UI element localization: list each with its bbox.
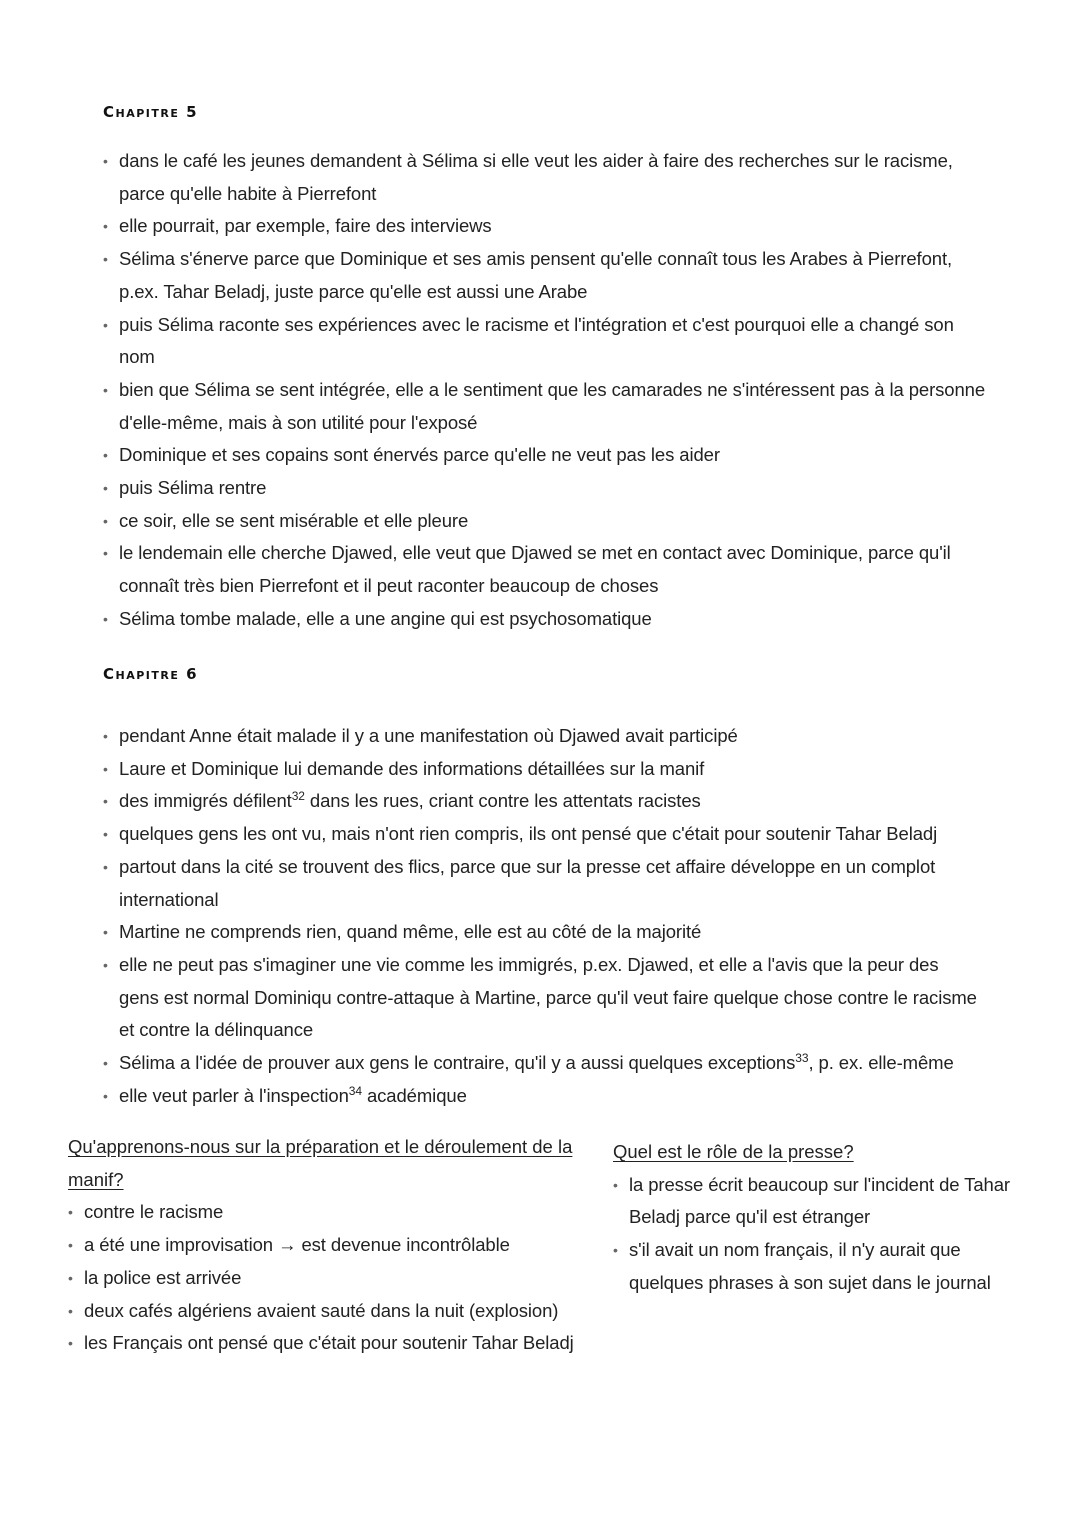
list-item: • la presse écrit beaucoup sur l'incident de Tahar Beladj parce qu'il est étranger [613, 1169, 1038, 1234]
list-item: • dans le café les jeunes demandent à Sélima si elle veut les aider à faire des recherches sur le racisme, parce qu'elle habite à Pierrefont [103, 145, 993, 210]
list-item: • puis Sélima raconte ses expériences avec le racisme et l'intégration et c'est pourquoi elle a changé son nom [103, 309, 993, 374]
question-2-list [613, 1169, 1038, 1300]
list-item: • elle ne peut pas s'imaginer une vie comme les immigrés, p.ex. Djawed, et elle a l'avis que la peur des gens est normal Dominiqu contre-attaque à Martine, parce qu'il veut faire quelque chose contre le racisme et contre la délinquance [103, 949, 983, 1047]
list-item-text: des immigrés défilent [119, 790, 292, 812]
list-item: • le lendemain elle cherche Djawed, elle veut que Djawed se met en contact avec Dominique, parce qu'il connaît très bien Pierrefont et il peut raconter beaucoup de choses [103, 537, 993, 602]
chapter-5-list [103, 145, 993, 636]
list-item: • deux cafés algériens avaient sauté dans la nuit (explosion) [68, 1295, 603, 1328]
list-item: • puis Sélima rentre [103, 472, 993, 505]
list-item: • elle pourrait, par exemple, faire des interviews [103, 210, 993, 243]
list-item-text: , p. ex. elle-même [808, 1052, 954, 1074]
list-item-text: dans les rues, criant contre les attentats racistes [304, 790, 701, 812]
list-item [103, 1047, 983, 1080]
list-item: • Martine ne comprends rien, quand même, elle est au côté de la majorité [103, 916, 983, 949]
question-1-block [68, 1131, 603, 1360]
chapter-5-heading: Chapitre 5 [103, 103, 199, 121]
chapter-6-list [103, 720, 983, 1112]
list-item: • s'il avait un nom français, il n'y aurait que quelques phrases à son sujet dans le journal [613, 1234, 1038, 1299]
chapter-6-heading: Chapitre 6 [103, 665, 199, 683]
list-item: • ce soir, elle se sent misérable et elle pleure [103, 505, 993, 538]
list-item: • Laure et Dominique lui demande des informations détaillées sur la manif [103, 753, 983, 786]
list-item: • Dominique et ses copains sont énervés parce qu'elle ne veut pas les aider [103, 439, 993, 472]
list-item [103, 1080, 983, 1113]
question-2-block [613, 1136, 1038, 1300]
question-1-list [68, 1196, 603, 1360]
list-item: • a été une improvisation → est devenue incontrôlable [68, 1229, 603, 1262]
list-item: • Sélima s'énerve parce que Dominique et ses amis pensent qu'elle connaît tous les Arabes à Pierrefont, p.ex. Tahar Beladj, juste parce qu'elle est aussi une Arabe [103, 243, 993, 308]
footnote-marker: 34 [348, 1083, 362, 1098]
list-item: • quelques gens les ont vu, mais n'ont rien compris, ils ont pensé que c'était pour soutenir Tahar Beladj [103, 818, 983, 851]
list-item-text: académique [361, 1084, 467, 1106]
list-item: • partout dans la cité se trouvent des flics, parce que sur la presse cet affaire développe en un complot international [103, 851, 983, 916]
footnote-marker: 33 [795, 1051, 809, 1066]
question-1-title: Qu'apprenons-nous sur la préparation et le déroulement de la manif? [68, 1136, 573, 1190]
list-item [103, 785, 983, 818]
list-item-text: elle veut parler à l'inspection [119, 1084, 349, 1106]
question-2-title: Quel est le rôle de la presse? [613, 1141, 854, 1162]
list-item: • contre le racisme [68, 1196, 603, 1229]
list-item: • la police est arrivée [68, 1262, 603, 1295]
footnote-marker: 32 [291, 789, 305, 804]
list-item: • pendant Anne était malade il y a une manifestation où Djawed avait participé [103, 720, 983, 753]
list-item: • Sélima tombe malade, elle a une angine qui est psychosomatique [103, 603, 993, 636]
list-item: • bien que Sélima se sent intégrée, elle a le sentiment que les camarades ne s'intéressent pas à la personne d'elle-même, mais à son utilité pour l'exposé [103, 374, 993, 439]
list-item-text: Sélima a l'idée de prouver aux gens le contraire, qu'il y a aussi quelques exceptions [119, 1052, 796, 1074]
list-item: • les Français ont pensé que c'était pour soutenir Tahar Beladj [68, 1327, 603, 1360]
